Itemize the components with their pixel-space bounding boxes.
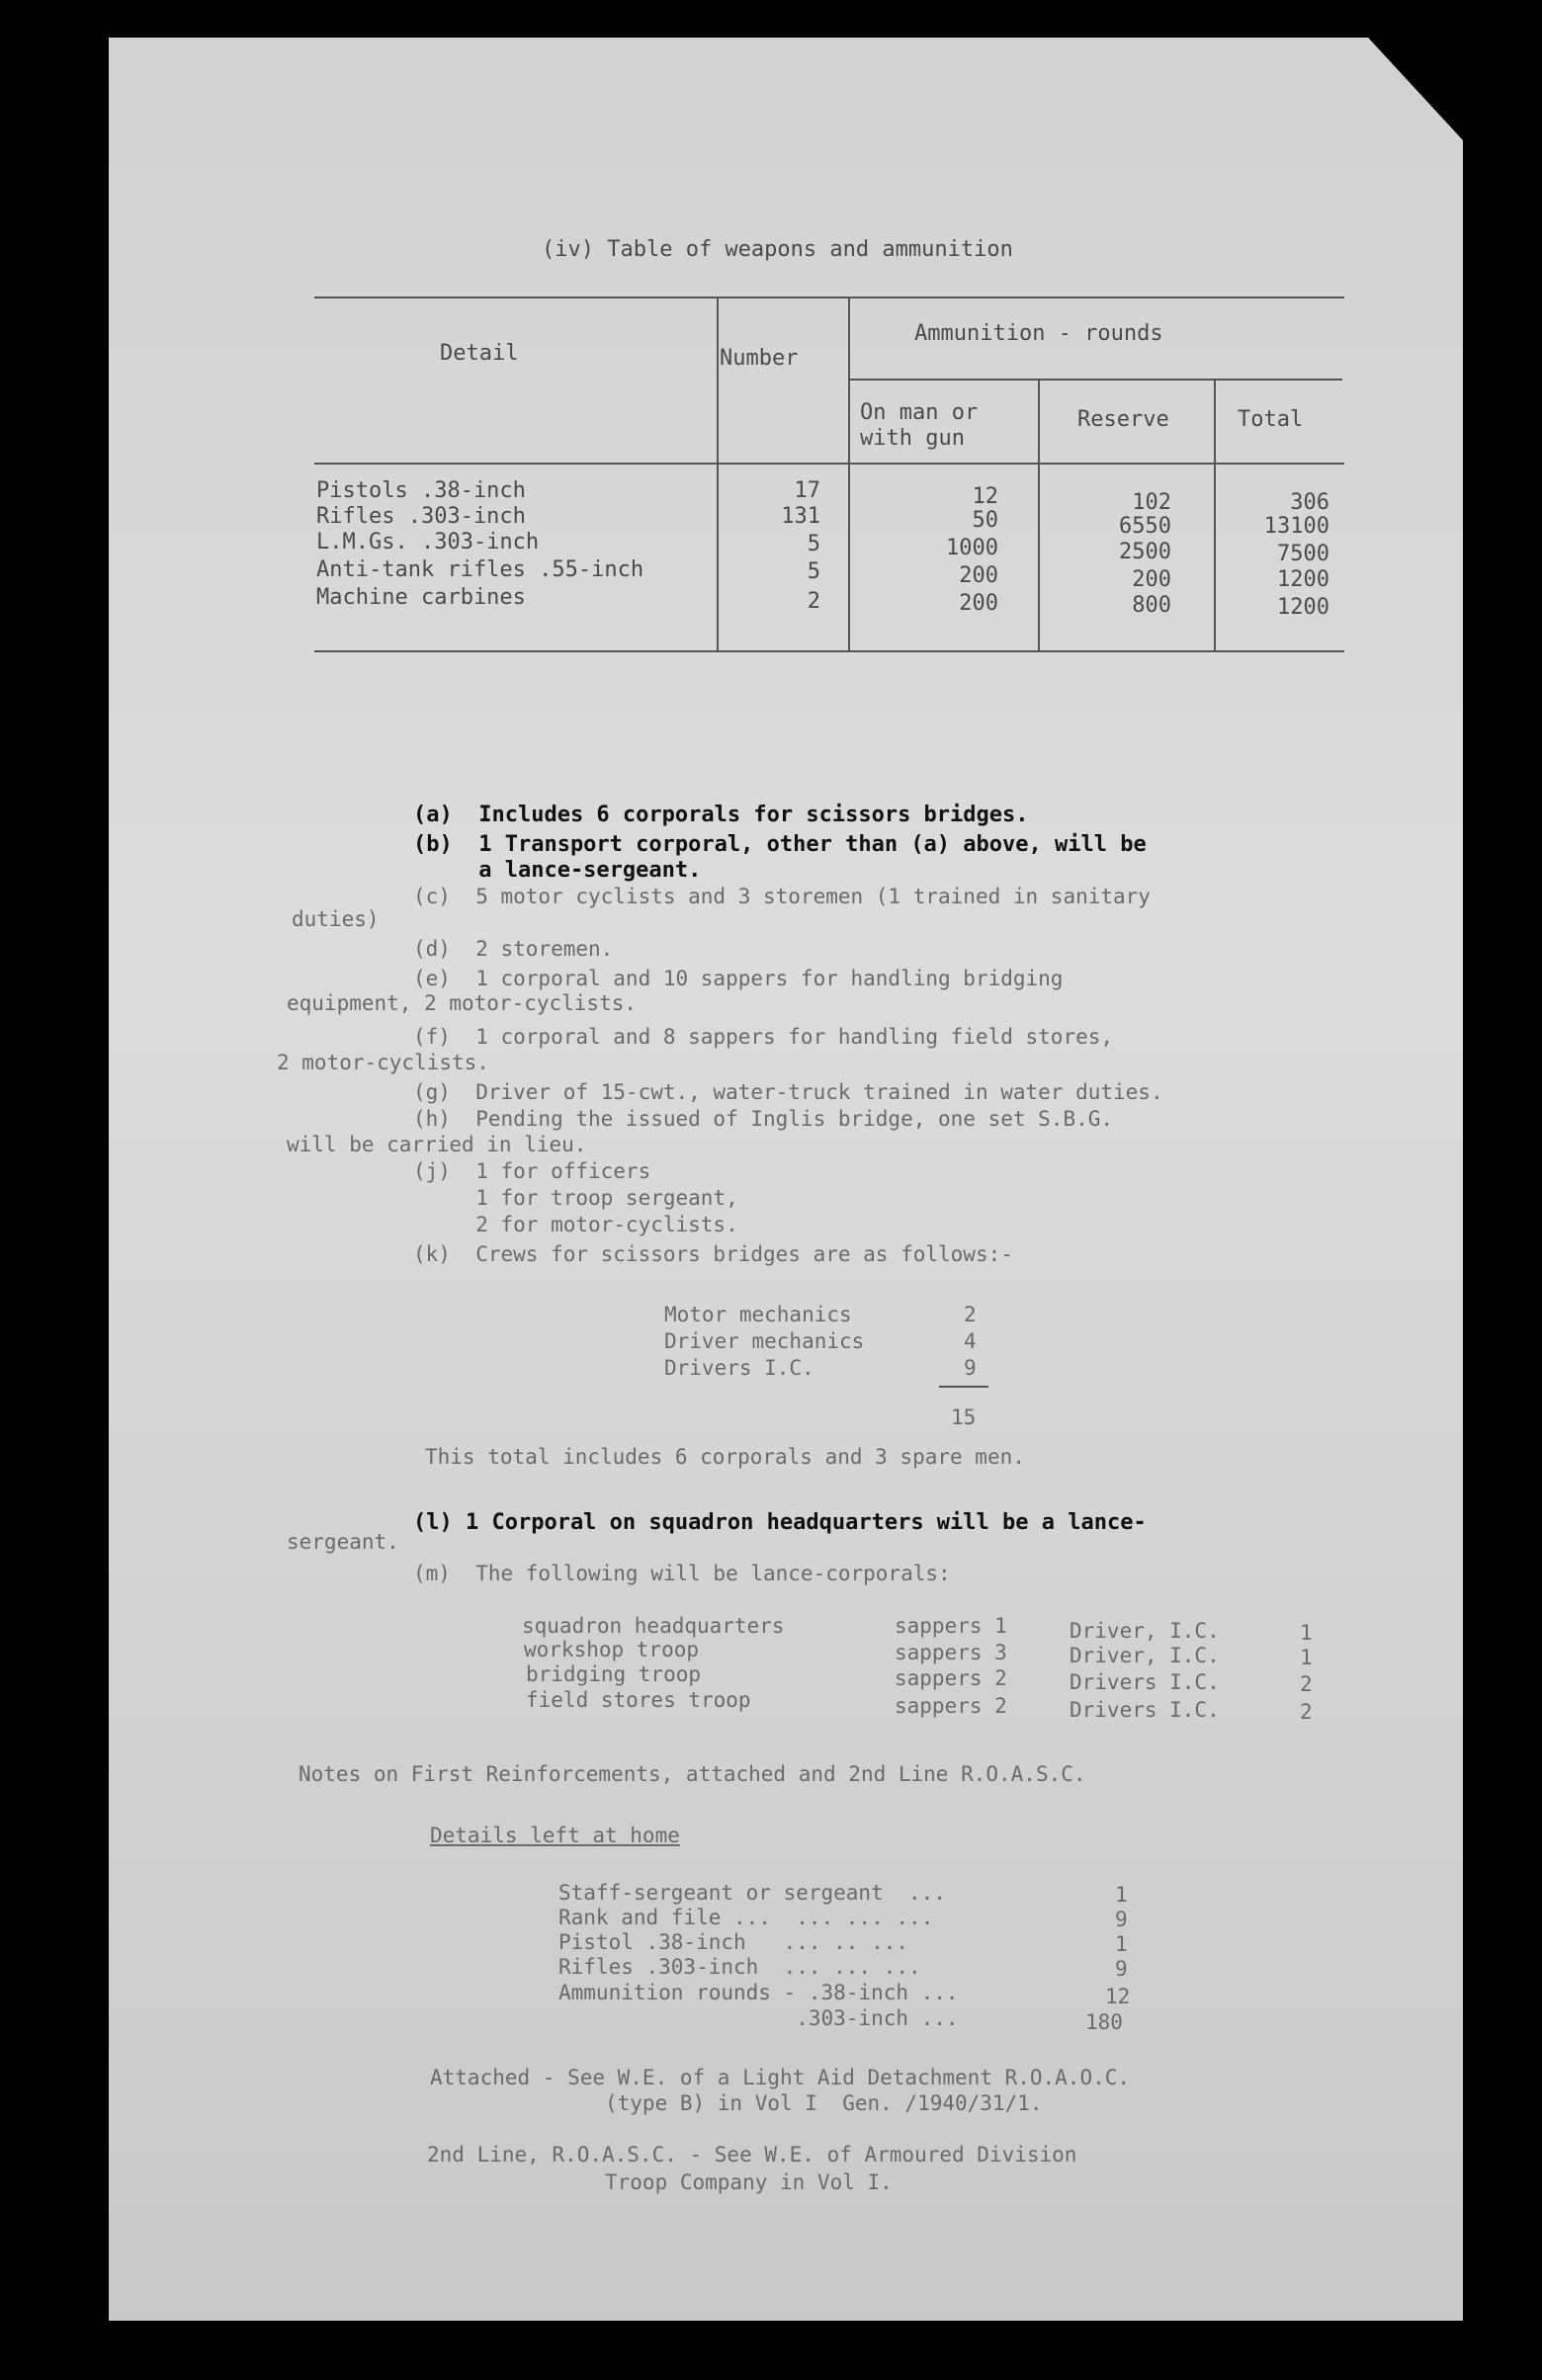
note-e-line1: (e) 1 corporal and 10 sappers for handling bridging [413,967,1064,990]
detail-label: .303-inch ... [558,2006,959,2030]
detail-label: Rank and file ... ... ... ... [558,1906,934,1929]
note-d: (d) 2 storemen. [413,937,614,961]
detail-value: 1 [1115,1932,1128,1956]
row-number: 5 [807,559,820,584]
crew-label: Motor mechanics [664,1303,852,1326]
row-on-man: 1000 [946,536,998,560]
detail-label: Rifles .303-inch ... ... ... [558,1955,921,1979]
note-c-line1: (c) 5 motor cyclists and 3 storemen (1 trained in sanitary [413,885,1151,908]
reinforcements-heading: Notes on First Reinforcements, attached and 2nd Line R.O.A.S.C. [299,1762,1086,1786]
row-number: 2 [807,589,820,614]
note-l-line1: (l) 1 Corporal on squadron headquarters will be a lance- [413,1510,1147,1535]
table-col-rule [1038,379,1040,650]
table-bottom-rule [314,650,1344,652]
table-col-rule [848,297,850,650]
lance-sappers: sappers 2 [895,1666,1007,1690]
note-a: (a) Includes 6 corporals for scissors bridges. [413,803,1029,827]
note-h-line1: (h) Pending the issued of Inglis bridge, one set S.B.G. [413,1107,1114,1131]
crew-total-rule [939,1386,988,1388]
row-reserve: 102 [1132,490,1171,515]
row-on-man: 200 [959,563,998,588]
lance-sappers: sappers 2 [895,1694,1007,1718]
header-ammunition: Ammunition - rounds [914,321,1163,346]
lance-count: 2 [1300,1700,1313,1724]
crew-value: 4 [964,1329,977,1353]
crew-label: Driver mechanics [664,1329,865,1353]
detail-value: 9 [1115,1957,1128,1981]
note-j-line1: (j) 1 for officers [413,1159,651,1183]
detail-label: Ammunition rounds - .38-inch ... [558,1981,959,2004]
row-on-man: 50 [972,508,998,533]
crew-total: 15 [951,1405,977,1429]
row-number: 17 [794,478,820,503]
lance-drivers: Drivers I.C. [1070,1698,1220,1722]
crew-value: 2 [964,1303,977,1326]
lance-drivers: Driver, I.C. [1070,1619,1220,1643]
attached-line1: Attached - See W.E. of a Light Aid Detachment R.O.A.O.C. [430,2066,1131,2089]
row-total: 7500 [1277,542,1329,566]
note-f-line1: (f) 1 corporal and 8 sappers for handling field stores, [413,1025,1114,1049]
note-f-line2: 2 motor-cyclists. [277,1051,489,1074]
lance-unit: workshop troop [524,1638,700,1661]
detail-value: 9 [1115,1908,1128,1931]
lance-sappers: sappers 3 [895,1641,1007,1664]
lance-sappers: sappers 1 [895,1614,1007,1638]
detail-value: 180 [1085,2010,1123,2034]
row-detail: Machine carbines [316,585,526,610]
attached-line2: (type B) in Vol I Gen. /1940/31/1. [605,2091,1043,2115]
row-total: 1200 [1277,567,1329,592]
second-line-2: Troop Company in Vol I. [605,2170,893,2194]
note-g: (g) Driver of 15-cwt., water-truck trained in water duties. [413,1080,1163,1104]
note-j-line3: 2 for motor-cyclists. [413,1213,738,1236]
header-detail: Detail [440,341,519,366]
lance-count: 1 [1300,1646,1313,1669]
header-reserve: Reserve [1077,407,1169,432]
row-reserve: 200 [1132,567,1171,592]
note-b-line1: (b) 1 Transport corporal, other than (a) above, will be [413,832,1147,857]
lance-drivers: Drivers I.C. [1070,1670,1220,1694]
row-total: 13100 [1263,514,1329,539]
header-on-man: On man or with gun [860,400,979,451]
detail-label: Staff-sergeant or sergeant ... [558,1881,946,1905]
second-line-1: 2nd Line, R.O.A.S.C. - See W.E. of Armoured Division [427,2143,1077,2167]
header-total: Total [1238,407,1304,432]
lance-drivers: Driver, I.C. [1070,1644,1220,1667]
detail-value: 12 [1105,1985,1131,2008]
lance-unit: field stores troop [526,1688,751,1712]
note-e-line2: equipment, 2 motor-cyclists. [287,991,638,1015]
table-subheader-rule [848,379,1342,381]
row-number: 5 [807,532,820,556]
row-detail: L.M.Gs. .303-inch [316,530,540,554]
note-m: (m) The following will be lance-corporals: [413,1562,951,1585]
note-h-line2: will be carried in lieu. [287,1133,587,1156]
header-number: Number [720,346,799,371]
row-on-man: 12 [972,484,998,509]
row-number: 131 [781,504,820,529]
note-k: (k) Crews for scissors bridges are as follows:- [413,1242,1013,1266]
lance-count: 2 [1300,1672,1313,1696]
note-b-line2: a lance-sergeant. [413,858,702,883]
row-detail: Pistols .38-inch [316,478,526,503]
row-on-man: 200 [959,591,998,616]
note-l-line2: sergeant. [287,1530,399,1554]
lance-unit: bridging troop [526,1662,702,1686]
row-detail: Anti-tank rifles .55-inch [316,557,644,582]
table-header-rule [314,463,1344,465]
detail-value: 1 [1115,1883,1128,1907]
lance-count: 1 [1300,1621,1313,1645]
table-title: (iv) Table of weapons and ammunition [542,237,1013,262]
note-c-line2: duties) [292,907,380,931]
row-detail: Rifles .303-inch [316,504,526,529]
row-total: 1200 [1277,595,1329,620]
row-reserve: 2500 [1119,540,1171,564]
total-note: This total includes 6 corporals and 3 spare men. [425,1445,1025,1469]
table-top-rule [314,297,1344,298]
row-reserve: 800 [1132,593,1171,618]
crew-label: Drivers I.C. [664,1356,814,1380]
note-j-line2: 1 for troop sergeant, [413,1186,738,1210]
detail-label: Pistol .38-inch ... .. ... [558,1930,909,1954]
row-total: 306 [1290,490,1329,515]
table-col-rule [1214,379,1216,650]
details-heading: Details left at home [430,1824,680,1847]
row-reserve: 6550 [1119,514,1171,539]
crew-value: 9 [964,1356,977,1380]
lance-unit: squadron headquarters [522,1614,785,1638]
